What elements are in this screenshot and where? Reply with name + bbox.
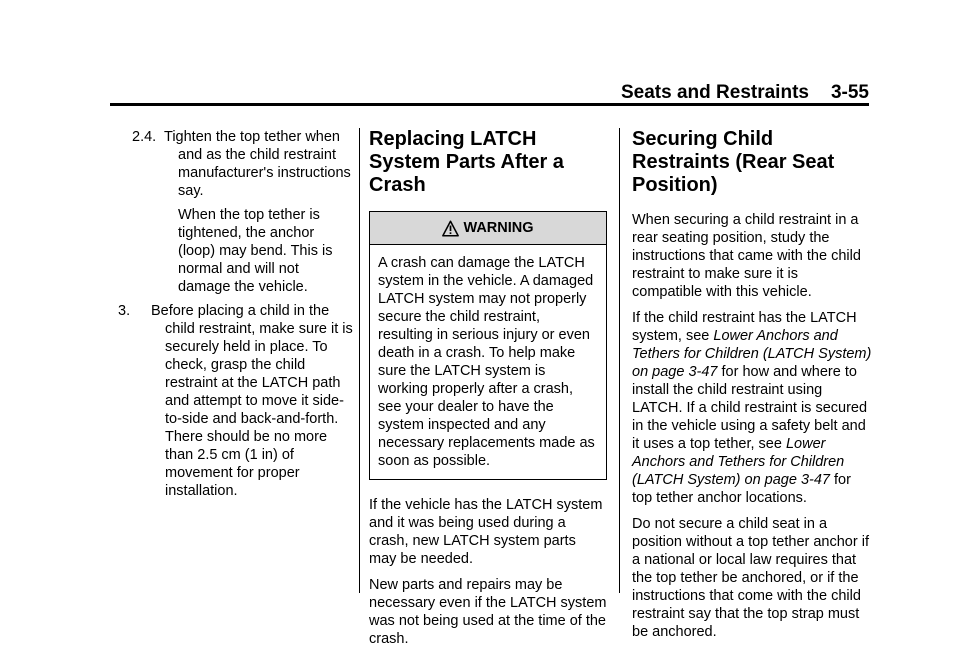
paragraph: When securing a child restraint in a rear seating position, study the instructions that came with the child restraint to make sure it is compatible with this vehicle. [632,212,861,300]
column-left [118,128,354,500]
warning-header [370,212,606,245]
paragraph: Do not secure a child seat in a position without a top tether anchor if a national or local law requires that the top tether be anchored, or if the instructions that come with the child restraint say that the top strap must be anchored. [632,516,869,640]
list-text: Before placing a child in the [151,303,330,319]
page-header [110,82,869,104]
column-middle [369,128,607,648]
page-number: 3-55 [830,82,869,103]
warning-icon [442,220,459,237]
paragraph-text: for top tether anchor locations. [632,472,851,506]
section-heading: Replacing LATCH System Parts After a Crash [369,128,564,196]
paragraph-text: for how and where to install the child restraint using LATCH. If a child restraint is secured in the vehicle using a safety belt and it uses a top tether, see [632,364,868,452]
warning-text: A crash can damage the LATCH system in the vehicle. A damaged LATCH system may not properly secure the child restraint, resulting in serious injury or even death in a crash. To help make sure the LATCH system is working properly after a crash, see your dealer to have the system inspected and any necessary replacements made as soon as possible. [378,255,595,469]
list-item-3 [118,302,354,500]
paragraph-text: If the child restraint has the LATCH system, see [632,310,857,344]
list-number: 3. [118,303,131,319]
column-divider-right [619,128,620,593]
header-rule [110,103,869,106]
section-heading: Securing Child Restraints (Rear Seat Position) [632,128,835,196]
list-text: Tighten the top tether when [164,129,340,145]
paragraph: New parts and repairs may be necessary even if the LATCH system was not being used at the time of the crash. [369,577,607,647]
section-title: Seats and Restraints [621,82,809,103]
cross-reference-link[interactable]: Lower Anchors and Tethers for Children (LATCH System) on page 3-47 [632,328,872,380]
cross-reference-link[interactable]: Lower Anchors and Tethers for Children (LATCH System) on page 3-47 [632,436,845,488]
column-divider-left [359,128,360,593]
column-right [632,128,872,641]
paragraph-with-references [632,309,872,507]
list-text-continued: child restraint, make sure it is securely held in place. To check, grasp the child restraint at the LATCH path and attempt to move it side-to-side and back-and-forth. There should be no more than 2.5 cm (1 in) of movement for proper installation. [165,321,353,499]
list-text-continued: and as the child restraint manufacturer's instructions say. [178,147,351,199]
paragraph: If the vehicle has the LATCH system and it was being used during a crash, new LATCH system parts may be needed. [369,497,603,567]
header-text [621,82,869,104]
list-number: 2.4. [132,129,157,145]
list-item-2-4 [118,128,354,296]
warning-box [369,211,607,480]
list-note: When the top tether is tightened, the anchor (loop) may bend. This is normal and will not damage the vehicle. [178,207,333,295]
warning-label: WARNING [463,220,534,236]
